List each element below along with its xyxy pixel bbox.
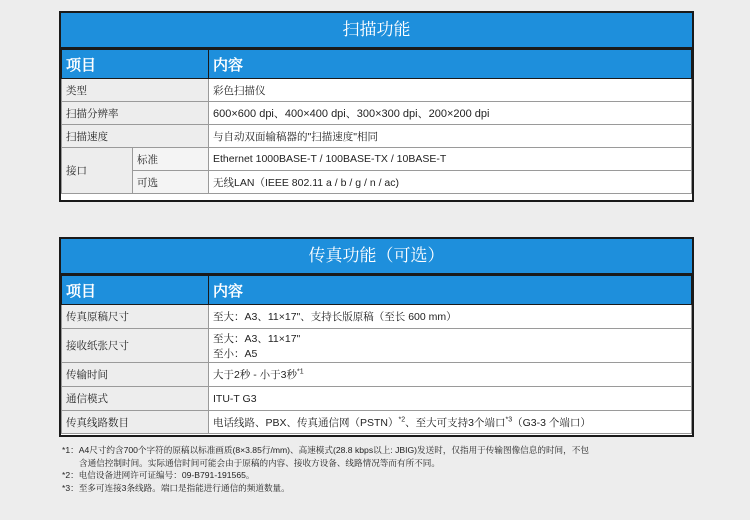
lines-text: （G3-3 个端口） [512, 416, 591, 429]
row-label: 传真原稿尺寸 [62, 305, 209, 329]
sub-label: 标准 [133, 148, 209, 171]
col-item-header: 项目 [62, 276, 209, 305]
table-row [62, 148, 692, 171]
row-label: 传输时间 [62, 363, 209, 387]
fax-table [61, 275, 692, 434]
scan-header-row [62, 50, 692, 79]
row-value: ITU-T G3 [209, 387, 692, 411]
footnote-2: *2：电信设备进网许可证编号：09-B791-191565。 [62, 470, 255, 480]
paper-min: 至小：A5 [213, 347, 258, 360]
scan-table [61, 49, 692, 194]
table-row [62, 387, 692, 411]
row-label: 接口 [62, 148, 133, 194]
row-value [209, 329, 692, 363]
row-value [209, 363, 692, 387]
footnote-3: *3：至多可连接3条线路。端口是指能进行通信的频道数量。 [62, 482, 290, 493]
row-value [209, 411, 692, 434]
row-label: 类型 [62, 79, 209, 102]
row-value: 无线LAN（IEEE 802.11 a / b / g / n / ac) [209, 171, 692, 194]
fax-header-row [62, 276, 692, 305]
row-value: 彩色扫描仪 [209, 79, 692, 102]
scan-spec-panel [59, 11, 694, 202]
row-label: 扫描分辨率 [62, 102, 209, 125]
lines-text: 电话线路、PBX、传真通信网（PSTN） [213, 416, 399, 429]
col-content-header: 内容 [209, 50, 692, 79]
table-row [62, 411, 692, 434]
table-row [62, 363, 692, 387]
row-label: 传真线路数目 [62, 411, 209, 434]
table-row [62, 305, 692, 329]
footnotes [62, 444, 702, 494]
table-row [62, 329, 692, 363]
table-row [62, 102, 692, 125]
row-label: 通信模式 [62, 387, 209, 411]
fax-title: 传真功能（可选） [61, 239, 692, 275]
col-content-header: 内容 [209, 276, 692, 305]
fax-spec-panel [59, 237, 694, 437]
col-item-header: 项目 [62, 50, 209, 79]
time-value: 大于2秒 - 小于3秒 [213, 369, 298, 381]
footnote-ref: *1 [297, 368, 304, 376]
table-row [62, 79, 692, 102]
footnote-ref: *3 [505, 416, 513, 423]
lines-text: 、至大可支持3个端口 [405, 416, 506, 429]
row-label: 接收纸张尺寸 [62, 329, 209, 363]
row-value: 与自动双面输稿器的"扫描速度"相同 [209, 125, 692, 148]
scan-title: 扫描功能 [61, 13, 692, 49]
footnote-ref: *2 [398, 416, 406, 423]
footnote-1: *1：A4尺寸约含700个字符的原稿以标准画质(8×3.85行/mm)、高速模式(28.8 kbps以上: JBIG)发送时，仅指用于传输图像信息的时间，不包 [62, 445, 589, 455]
table-row [62, 171, 692, 194]
table-row [62, 125, 692, 148]
sub-label: 可选 [133, 171, 209, 194]
row-value: Ethernet 1000BASE-T / 100BASE-TX / 10BASE-T [209, 148, 692, 171]
row-label: 扫描速度 [62, 125, 209, 148]
footnote-1-cont: 含通信控制时间。实际通信时间可能会由于原稿的内容、接收方设备、线路情况等而有所不同。 [79, 457, 440, 468]
paper-max: 至大：A3、11×17" [213, 332, 301, 345]
row-value: 至大：A3、11×17"、支持长版原稿（至长 600 mm） [209, 305, 692, 329]
row-value: 600×600 dpi、400×400 dpi、300×300 dpi、200×200 dpi [209, 102, 692, 125]
